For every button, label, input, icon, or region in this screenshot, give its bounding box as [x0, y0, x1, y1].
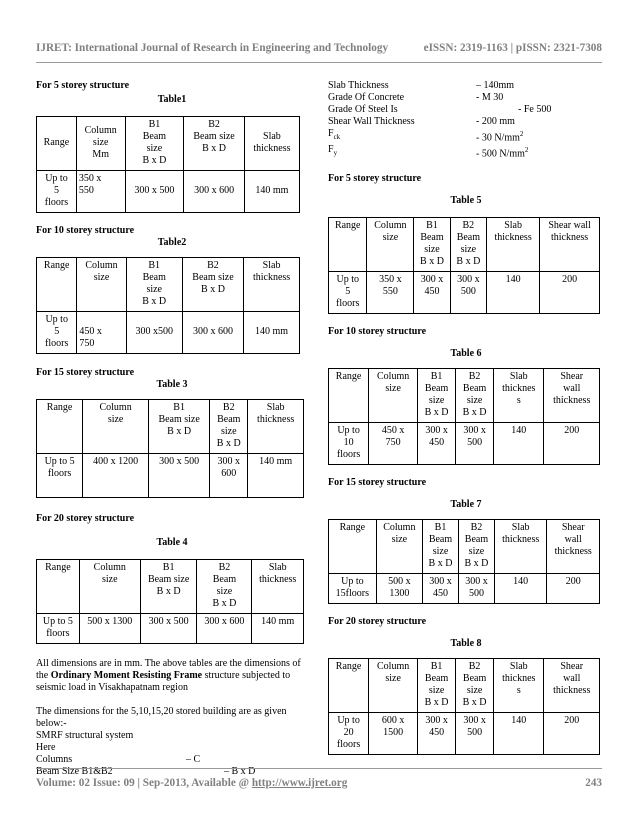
header-cell: Range	[37, 560, 80, 614]
left-column	[36, 80, 308, 778]
parameter-line: Grade Of Concrete - M 30	[328, 92, 504, 103]
table-cell: 300 x 600	[182, 312, 243, 354]
table-cell: 300 x 450	[414, 271, 450, 313]
table-row	[329, 573, 600, 603]
body-paragraph: The dimensions for the 5,10,15,20 stored building are as given below:-	[36, 706, 287, 729]
header-cell: Slab thickness	[244, 117, 299, 171]
header-cell: Shear wall thickness	[547, 519, 600, 573]
table-2	[36, 257, 300, 354]
table-cell: 140	[494, 422, 544, 464]
header-cell: B2 Beam size B x D	[184, 117, 245, 171]
header-cell: Shear wall thickness	[540, 217, 600, 271]
table-caption: Table1	[157, 94, 187, 105]
header-cell: Column size	[367, 217, 414, 271]
table-cell: 300 x 450	[423, 573, 459, 603]
table-cell: 140	[494, 712, 544, 754]
table-cell: 500 x 1300	[376, 573, 422, 603]
header-cell: B1 Beam size B x D	[423, 519, 459, 573]
table-header-row	[37, 400, 304, 454]
table-cell: 200	[544, 712, 600, 754]
table-cell: 450 x 750	[77, 312, 126, 354]
header-cell: B2 Beam size B x D	[450, 217, 486, 271]
table-caption: Table 5	[450, 194, 482, 206]
table-cell: Up to 20 floors	[329, 712, 369, 754]
table-cell: 300 x 500	[456, 422, 494, 464]
table-header-row	[329, 658, 600, 712]
body-line: SMRF structural system	[36, 730, 134, 741]
table-3	[36, 399, 304, 498]
bold-term: Ordinary Moment Resisting Frame	[50, 670, 203, 681]
header-cell: Column size	[79, 560, 140, 614]
parameter-list	[328, 80, 604, 161]
header-cell: B1 Beam size B x D	[126, 258, 182, 312]
table-row	[37, 614, 304, 644]
header-cell: Slab thickness	[248, 400, 304, 454]
table-cell: 300 x 450	[418, 422, 456, 464]
running-footer	[36, 777, 602, 789]
header-cell: B1 Beam size B x D	[149, 400, 210, 454]
table-row	[37, 454, 304, 498]
section-heading: For 15 storey structure	[36, 367, 135, 378]
header-cell: Shear wall thickness	[544, 658, 600, 712]
table-caption: Table 4	[156, 537, 188, 548]
table-7	[328, 519, 600, 604]
header-cell: Slab thickness	[244, 258, 300, 312]
header-cell: B1 Beam size B x D	[125, 117, 184, 171]
table-cell: 300 x 500	[458, 573, 494, 603]
header-cell: Slab thicknes s	[494, 658, 544, 712]
table-cell: Up to 15floors	[329, 573, 377, 603]
table-cell: 300 x 600	[184, 171, 245, 213]
page-number: 243	[585, 777, 602, 789]
table-4	[36, 559, 304, 644]
table-cell: 300 x 450	[418, 712, 456, 754]
header-cell: Column size	[369, 368, 418, 422]
header-rule	[36, 62, 602, 63]
body-paragraph: All dimensions are in mm. The above tables are the dimensions of the Ordinary Moment Resisting Frame structure subjected to seismic load in Visakhapatnam region	[36, 658, 301, 693]
section-heading: For 10 storey structure	[36, 225, 135, 236]
header-cell: Column size Mm	[76, 117, 125, 171]
table-header-row	[37, 560, 304, 614]
table-header-row	[329, 368, 600, 422]
header-cell: Slab thickness	[494, 519, 547, 573]
table-cell: 450 x 750	[369, 422, 418, 464]
header-cell: B1 Beam size B x D	[418, 658, 456, 712]
journal-link[interactable]: http://www.ijret.org	[251, 777, 348, 789]
table-cell: 140 mm	[252, 614, 304, 644]
definition-label: Beam Size B1&B2	[36, 766, 113, 777]
table-cell: 500 x 1300	[79, 614, 140, 644]
table-cell: 140 mm	[244, 312, 300, 354]
table-row	[329, 712, 600, 754]
journal-title: IJRET: International Journal of Research in Engineering and Technology	[36, 42, 389, 54]
table-cell: 600 x 1500	[369, 712, 418, 754]
header-cell: Shear wall thickness	[544, 368, 600, 422]
table-caption: Table 8	[450, 637, 482, 649]
header-cell: Slab thicknes s	[494, 368, 544, 422]
parameter-line: Shear Wall Thickness - 200 mm	[328, 116, 515, 127]
header-cell: Column size	[369, 658, 418, 712]
definition-label: Columns	[36, 754, 73, 765]
definition-value: – B x D	[224, 766, 256, 777]
body-line: Here	[36, 742, 56, 753]
table-cell: Up to 5 floors	[37, 454, 83, 498]
header-cell: Slab thickness	[252, 560, 304, 614]
table-cell: 140 mm	[248, 454, 304, 498]
table-caption: Table 7	[450, 498, 482, 510]
table-cell: Up to 5 floors	[37, 171, 77, 213]
header-cell: Range	[329, 658, 369, 712]
header-cell: B2 Beam size B x D	[456, 368, 494, 422]
table-cell: 400 x 1200	[83, 454, 149, 498]
header-cell: Range	[329, 217, 367, 271]
table-cell: 300 x 500	[125, 171, 184, 213]
table-cell: Up to 5 floors	[37, 312, 77, 354]
table-cell: 350 x 550	[76, 171, 125, 213]
header-cell: B2 Beam size B x D	[456, 658, 494, 712]
table-cell: Up to 10 floors	[329, 422, 369, 464]
table-row	[329, 422, 600, 464]
section-heading: For 5 storey structure	[36, 80, 130, 91]
section-heading: For 20 storey structure	[36, 513, 135, 524]
header-cell: Range	[37, 400, 83, 454]
header-cell: B2 Beam size B x D	[458, 519, 494, 573]
parameter-line: Grade Of Steel Is - Fe 500	[328, 104, 552, 115]
header-cell: B2 Beam size B x D	[182, 258, 243, 312]
header-cell: B2 Beam size B x D	[210, 400, 248, 454]
table-cell: 200	[544, 422, 600, 464]
table-1	[36, 116, 300, 213]
right-column	[328, 80, 604, 755]
table-cell: 140	[487, 271, 540, 313]
header-cell: B2 Beam size B x D	[197, 560, 252, 614]
footer-text: Volume: 02 Issue: 09 | Sep-2013, Available @	[36, 777, 252, 789]
table-header-row	[37, 258, 300, 312]
table-8	[328, 658, 600, 755]
table-cell: 300 x 600	[210, 454, 248, 498]
table-header-row	[329, 217, 600, 271]
table-cell: 300 x 500	[450, 271, 486, 313]
header-cell: Column size	[83, 400, 149, 454]
header-cell: Range	[37, 258, 77, 312]
table-cell: 300 x500	[126, 312, 182, 354]
table-cell: 350 x 550	[367, 271, 414, 313]
table-cell: 300 x 500	[140, 614, 197, 644]
running-header	[36, 42, 602, 54]
table-caption: Table2	[157, 237, 187, 248]
header-cell: Column size	[376, 519, 422, 573]
table-cell: 200	[547, 573, 600, 603]
table-cell: Up to 5 floors	[329, 271, 367, 313]
table-5	[328, 217, 600, 314]
header-cell: B1 Beam size B x D	[140, 560, 197, 614]
table-cell: 300 x 600	[197, 614, 252, 644]
footer-rule	[36, 768, 602, 769]
section-heading: For 5 storey structure	[328, 172, 422, 184]
definition-value: – C	[186, 754, 201, 765]
table-cell: 200	[540, 271, 600, 313]
table-row	[37, 171, 300, 213]
table-cell: 300 x 500	[149, 454, 210, 498]
header-cell: Range	[329, 519, 377, 573]
issn-text: eISSN: 2319-1163 | pISSN: 2321-7308	[423, 42, 602, 54]
section-heading: For 10 storey structure	[328, 325, 427, 337]
section-heading: For 15 storey structure	[328, 476, 427, 488]
header-cell: B1 Beam size B x D	[414, 217, 450, 271]
definition-line	[36, 754, 308, 766]
table-row	[37, 312, 300, 354]
section-heading: For 20 storey structure	[328, 615, 427, 627]
header-cell: Slab thickness	[487, 217, 540, 271]
table-cell: 140	[494, 573, 547, 603]
table-cell: Up to 5 floors	[37, 614, 80, 644]
header-cell: Range	[329, 368, 369, 422]
table-row	[329, 271, 600, 313]
table-cell: 140 mm	[244, 171, 299, 213]
table-cell: 300 x 500	[456, 712, 494, 754]
header-cell: B1 Beam size B x D	[418, 368, 456, 422]
parameter-line: $F_{ck}$ - 30 $N/mm^2$	[328, 128, 524, 144]
table-header-row	[37, 117, 300, 171]
parameter-line: Slab Thickness – 140mm	[328, 80, 515, 91]
header-cell: Column size	[77, 258, 126, 312]
parameter-line: $F_y$ - 500 $N/mm^2$	[328, 144, 529, 160]
table-caption: Table 6	[450, 347, 482, 359]
table-header-row	[329, 519, 600, 573]
header-cell: Range	[37, 117, 77, 171]
table-6	[328, 368, 600, 465]
table-caption: Table 3	[156, 379, 188, 390]
